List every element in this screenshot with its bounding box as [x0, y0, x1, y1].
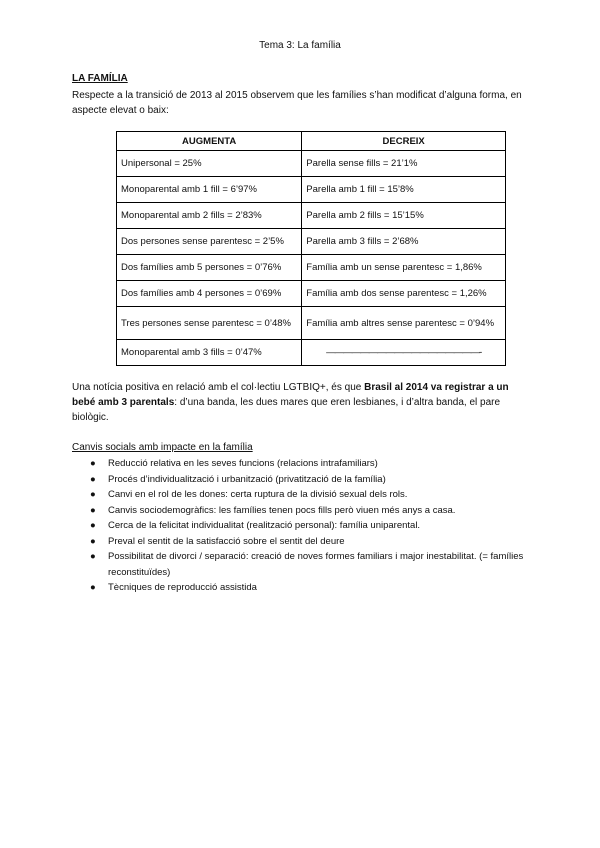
changes-title: Canvis socials amb impacte en la família [72, 442, 253, 453]
section-title: LA FAMÍLIA [72, 73, 128, 84]
table-cell-augmenta: Monoparental amb 2 fills = 2’83% [117, 203, 302, 229]
changes-list [72, 456, 532, 596]
list-item-text: Cerca de la felicitat individualitat (realització personal): família uniparental. [108, 520, 421, 531]
intro-paragraph: Respecte a la transició de 2013 al 2015 observem que les famílies s’han modificat d’alguna forma, en aspecte elevat o baix: [72, 90, 522, 116]
table-cell-decreix: Parella amb 3 fills = 2’68% [302, 229, 506, 255]
list-item [90, 456, 532, 472]
list-item-text: Possibilitat de divorci / separació: creació de noves formes familiars i major inestabilitat. (= famílies reconstituïdes) [108, 551, 524, 578]
list-item [90, 518, 532, 534]
table-row [117, 177, 506, 203]
list-item [90, 472, 532, 488]
news-text-end: : d’una banda, les dues mares que eren lesbianes, i d’altra banda, el pare biològic. [72, 397, 501, 423]
bullet-icon: ● [90, 489, 96, 500]
bullet-icon: ● [90, 504, 96, 516]
table-row [117, 229, 506, 255]
table-cell-decreix: Parella amb 1 fill = 15’8% [302, 177, 506, 203]
table-cell-augmenta: Monoparental amb 1 fill = 6’97% [117, 177, 302, 203]
page-header: Tema 3: La família [259, 40, 341, 51]
list-item-text: Canvis sociodemogràfics: les famílies tenen pocs fills però viuen més anys a casa. [108, 504, 456, 516]
table-cell-decreix: Família amb un sense parentesc = 1,86% [302, 255, 506, 281]
table-row [117, 281, 506, 307]
table-cell-augmenta: Tres persones sense parentesc = 0’48% [117, 307, 302, 340]
family-change-table [116, 131, 506, 366]
table-row [117, 151, 506, 177]
bullet-icon: ● [90, 520, 96, 531]
list-item [90, 534, 532, 550]
table-row [117, 203, 506, 229]
table-row [117, 307, 506, 340]
column-header-augmenta: AUGMENTA [117, 132, 302, 151]
document-body [72, 72, 532, 596]
list-item-text: Preval el sentit de la satisfacció sobre el sentit del deure [108, 535, 345, 547]
list-item-text: Reducció relativa en les seves funcions (relacions intrafamiliars) [108, 458, 378, 469]
table-cell-decreix: Parella sense fills = 21’1% [302, 151, 506, 177]
bullet-icon: ● [90, 473, 96, 485]
news-paragraph [72, 380, 532, 425]
table-cell-augmenta: Monoparental amb 3 fills = 0’47% [117, 340, 302, 366]
table-header-row [117, 132, 506, 151]
table-cell-augmenta: Dos famílies amb 5 persones = 0’76% [117, 255, 302, 281]
list-item [90, 503, 532, 519]
list-item [90, 549, 532, 580]
bullet-icon: ● [90, 535, 96, 547]
list-item-text: Tècniques de reproducció assistida [108, 582, 257, 593]
list-item [90, 487, 532, 503]
table-cell-decreix-empty-dash: ——————————————————- [302, 340, 506, 366]
bullet-icon: ● [90, 551, 96, 562]
list-item-text: Canvi en el rol de les dones: certa ruptura de la divisió sexual dels rols. [108, 489, 408, 500]
list-item [90, 580, 532, 596]
table-cell-augmenta: Unipersonal = 25% [117, 151, 302, 177]
table-cell-decreix: Família amb altres sense parentesc = 0’94% [302, 307, 506, 340]
bullet-icon: ● [90, 582, 96, 593]
table-row [117, 340, 506, 366]
news-highlight: Brasil al 2014 va registrar a un bebé amb 3 parentals [72, 382, 509, 408]
table-cell-decreix: Parella amb 2 fills = 15’15% [302, 203, 506, 229]
table-cell-decreix: Família amb dos sense parentesc = 1,26% [302, 281, 506, 307]
list-item-text: Procés d’individualització i urbanització (privatització de la família) [108, 473, 386, 485]
table-cell-augmenta: Dos famílies amb 4 persones = 0’69% [117, 281, 302, 307]
table-cell-augmenta: Dos persones sense parentesc = 2’5% [117, 229, 302, 255]
table-row [117, 255, 506, 281]
news-text-start: Una notícia positiva en relació amb el col·lectiu LGTBIQ+, és que [72, 382, 365, 393]
bullet-icon: ● [90, 458, 96, 469]
column-header-decreix: DECREIX [302, 132, 506, 151]
